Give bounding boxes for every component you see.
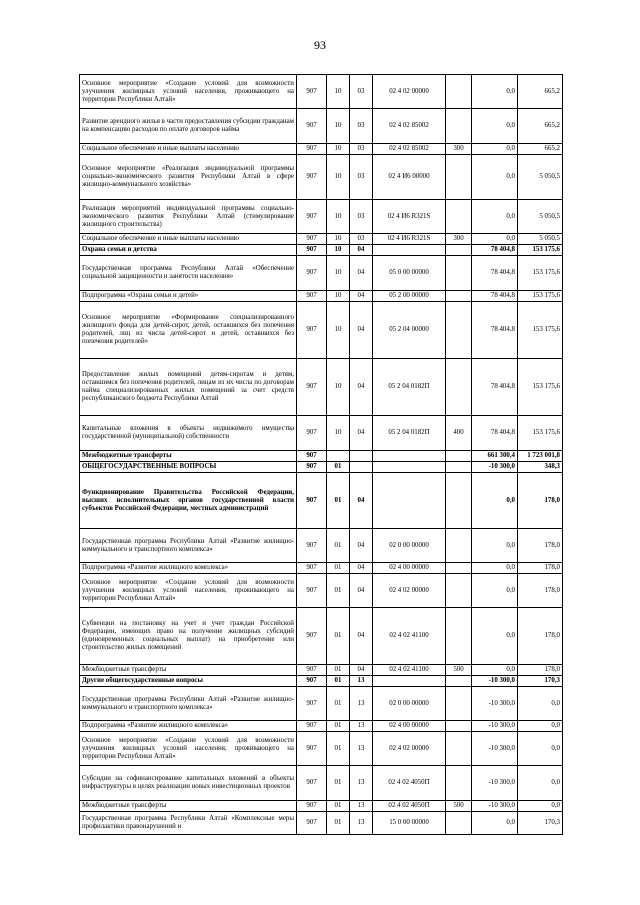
subsection-code-cell: 13 bbox=[350, 812, 373, 835]
expense-type-cell bbox=[446, 529, 472, 563]
expense-name-cell: Субсидии на софинансирование капитальных вложений в объекты инфраструктуры в целях реализации новых инвестиционных проектов bbox=[80, 766, 297, 801]
section-code-cell: 01 bbox=[327, 665, 350, 676]
expense-name-cell: Функционирование Правительства Российской Федерации, высших исполнительных органов государственной власти субъектов Российской Федерации, местных администраций bbox=[80, 473, 297, 529]
ministry-code-cell: 907 bbox=[297, 721, 327, 732]
table-row bbox=[80, 529, 563, 563]
expense-name-cell: Основное мероприятие «Реализация индивидуальной программы социально-экономического развития Республики Алтай в сфере жилищно-коммунального хозяйства» bbox=[80, 155, 297, 200]
amount-total-cell: 665,2 bbox=[518, 144, 563, 155]
ministry-code-cell: 907 bbox=[297, 200, 327, 234]
amount-total-cell: 0,0 bbox=[518, 687, 563, 721]
amount-change-cell: 0,0 bbox=[472, 200, 518, 234]
expense-type-cell: 300 bbox=[446, 144, 472, 155]
amount-change-cell: 661 300,4 bbox=[472, 451, 518, 462]
section-code-cell: 10 bbox=[327, 75, 350, 109]
amount-total-cell: 153 175,6 bbox=[518, 359, 563, 416]
section-code-cell: 01 bbox=[327, 462, 350, 473]
subsection-code-cell: 03 bbox=[350, 234, 373, 245]
table-row bbox=[80, 574, 563, 608]
amount-change-cell: 0,0 bbox=[472, 574, 518, 608]
amount-change-cell: 0,0 bbox=[472, 665, 518, 676]
expense-type-cell bbox=[446, 75, 472, 109]
table-row bbox=[80, 676, 563, 687]
section-code-cell: 10 bbox=[327, 234, 350, 245]
expense-name-cell: Государственная программа Республики Алтай «Развитие жилищно-коммунального и транспортного комплекса» bbox=[80, 529, 297, 563]
ministry-code-cell: 907 bbox=[297, 291, 327, 302]
section-code-cell: 10 bbox=[327, 302, 350, 359]
expense-name-cell: Государственная программа Республики Алтай «Обеспечение социальной защищенности и занятости населения» bbox=[80, 256, 297, 291]
ministry-code-cell: 907 bbox=[297, 416, 327, 451]
table-row bbox=[80, 245, 563, 256]
target-article-cell: 02 4 02 85002 bbox=[373, 109, 446, 144]
ministry-code-cell: 907 bbox=[297, 812, 327, 835]
subsection-code-cell bbox=[350, 451, 373, 462]
amount-total-cell: 153 175,6 bbox=[518, 256, 563, 291]
expense-name-cell: Межбюджетные трансферты bbox=[80, 801, 297, 812]
amount-total-cell: 178,0 bbox=[518, 529, 563, 563]
amount-total-cell: 665,2 bbox=[518, 75, 563, 109]
ministry-code-cell: 907 bbox=[297, 245, 327, 256]
ministry-code-cell: 907 bbox=[297, 687, 327, 721]
ministry-code-cell: 907 bbox=[297, 665, 327, 676]
section-code-cell: 01 bbox=[327, 529, 350, 563]
amount-total-cell: 0,0 bbox=[518, 766, 563, 801]
amount-change-cell: -10 300,0 bbox=[472, 462, 518, 473]
expense-name-cell: Основное мероприятие «Создание условий для возможности улучшения жилищных условий населения, проживающего на территории Республики Алтай» bbox=[80, 574, 297, 608]
expense-type-cell bbox=[446, 200, 472, 234]
amount-total-cell: 153 175,6 bbox=[518, 291, 563, 302]
amount-total-cell: 178,0 bbox=[518, 665, 563, 676]
table-row bbox=[80, 200, 563, 234]
target-article-cell: 05 0 00 00000 bbox=[373, 256, 446, 291]
amount-change-cell: 78 404,8 bbox=[472, 245, 518, 256]
amount-change-cell: 78 404,8 bbox=[472, 359, 518, 416]
amount-change-cell: 78 404,8 bbox=[472, 291, 518, 302]
expense-name-cell: Основное мероприятие «Создание условий для возможности улучшения жилищных условий населения, проживающего на территории Республики Алтай» bbox=[80, 75, 297, 109]
budget-table-body bbox=[80, 75, 563, 835]
section-code-cell: 01 bbox=[327, 676, 350, 687]
section-code-cell: 10 bbox=[327, 155, 350, 200]
expense-name-cell: Реализация мероприятий индивидуальной программы социально-экономического развития Республики Алтай (стимулирование жилищного строительства) bbox=[80, 200, 297, 234]
ministry-code-cell: 907 bbox=[297, 563, 327, 574]
section-code-cell: 10 bbox=[327, 291, 350, 302]
amount-change-cell: 0,0 bbox=[472, 473, 518, 529]
expense-name-cell: Развитие арендного жилья в части предоставления субсидии гражданам на компенсацию расходов по оплате договоров найма bbox=[80, 109, 297, 144]
target-article-cell: 02 4 00 00000 bbox=[373, 721, 446, 732]
subsection-code-cell: 03 bbox=[350, 109, 373, 144]
expense-type-cell bbox=[446, 732, 472, 766]
amount-change-cell: 0,0 bbox=[472, 144, 518, 155]
target-article-cell: 02 4 02 00000 bbox=[373, 574, 446, 608]
expense-type-cell: 500 bbox=[446, 665, 472, 676]
ministry-code-cell: 907 bbox=[297, 732, 327, 766]
table-row bbox=[80, 291, 563, 302]
subsection-code-cell: 04 bbox=[350, 563, 373, 574]
amount-change-cell: -10 300,0 bbox=[472, 676, 518, 687]
table-row bbox=[80, 473, 563, 529]
target-article-cell: 02 4 02 41100 bbox=[373, 608, 446, 665]
ministry-code-cell: 907 bbox=[297, 256, 327, 291]
table-row bbox=[80, 687, 563, 721]
table-row bbox=[80, 256, 563, 291]
expense-name-cell: Предоставление жилых помещений детям-сиротам и детям, оставшимся без попечения родителей, лицам из их числа по договорам найма специализированных жилых помещений за счет средств республиканского бюджета Республики Алтай bbox=[80, 359, 297, 416]
section-code-cell: 10 bbox=[327, 200, 350, 234]
ministry-code-cell: 907 bbox=[297, 801, 327, 812]
expense-type-cell: 400 bbox=[446, 416, 472, 451]
amount-change-cell: 0,0 bbox=[472, 563, 518, 574]
subsection-code-cell: 04 bbox=[350, 416, 373, 451]
expense-type-cell: 500 bbox=[446, 801, 472, 812]
subsection-code-cell: 04 bbox=[350, 529, 373, 563]
target-article-cell bbox=[373, 451, 446, 462]
amount-total-cell: 153 175,6 bbox=[518, 416, 563, 451]
subsection-code-cell: 13 bbox=[350, 676, 373, 687]
ministry-code-cell: 907 bbox=[297, 766, 327, 801]
amount-change-cell: 0,0 bbox=[472, 234, 518, 245]
amount-total-cell: 153 175,6 bbox=[518, 245, 563, 256]
subsection-code-cell: 04 bbox=[350, 245, 373, 256]
expense-name-cell: Охрана семьи и детства bbox=[80, 245, 297, 256]
subsection-code-cell: 04 bbox=[350, 359, 373, 416]
amount-change-cell: -10 300,0 bbox=[472, 766, 518, 801]
expense-type-cell bbox=[446, 462, 472, 473]
target-article-cell: 02 4 02 4050П bbox=[373, 801, 446, 812]
subsection-code-cell: 13 bbox=[350, 732, 373, 766]
amount-change-cell: 0,0 bbox=[472, 109, 518, 144]
expense-type-cell bbox=[446, 451, 472, 462]
subsection-code-cell: 04 bbox=[350, 256, 373, 291]
amount-change-cell: -10 300,0 bbox=[472, 721, 518, 732]
ministry-code-cell: 907 bbox=[297, 676, 327, 687]
amount-total-cell: 153 175,6 bbox=[518, 302, 563, 359]
section-code-cell: 01 bbox=[327, 608, 350, 665]
expense-name-cell: Государственная программа Республики Алтай «Развитие жилищно-коммунального и транспортного комплекса» bbox=[80, 687, 297, 721]
target-article-cell: 02 4 02 41100 bbox=[373, 665, 446, 676]
section-code-cell: 10 bbox=[327, 109, 350, 144]
section-code-cell: 01 bbox=[327, 801, 350, 812]
ministry-code-cell: 907 bbox=[297, 155, 327, 200]
target-article-cell: 05 2 00 00000 bbox=[373, 291, 446, 302]
section-code-cell: 01 bbox=[327, 563, 350, 574]
ministry-code-cell: 907 bbox=[297, 473, 327, 529]
section-code-cell: 01 bbox=[327, 574, 350, 608]
amount-total-cell: 178,0 bbox=[518, 473, 563, 529]
table-row bbox=[80, 665, 563, 676]
ministry-code-cell: 907 bbox=[297, 451, 327, 462]
expense-type-cell bbox=[446, 574, 472, 608]
table-row bbox=[80, 766, 563, 801]
amount-change-cell: 0,0 bbox=[472, 812, 518, 835]
table-row bbox=[80, 608, 563, 665]
expense-name-cell: Государственная программа Республики Алтай «Комплексные меры профилактики правонарушений и bbox=[80, 812, 297, 835]
target-article-cell: 15 0 00 00000 bbox=[373, 812, 446, 835]
expense-type-cell bbox=[446, 766, 472, 801]
amount-total-cell: 5 050,5 bbox=[518, 155, 563, 200]
amount-change-cell: -10 300,0 bbox=[472, 801, 518, 812]
target-article-cell: 02 4 00 00000 bbox=[373, 563, 446, 574]
table-row bbox=[80, 144, 563, 155]
amount-total-cell: 0,0 bbox=[518, 721, 563, 732]
amount-total-cell: 0,0 bbox=[518, 732, 563, 766]
ministry-code-cell: 907 bbox=[297, 144, 327, 155]
amount-total-cell: 348,3 bbox=[518, 462, 563, 473]
ministry-code-cell: 907 bbox=[297, 359, 327, 416]
expense-type-cell bbox=[446, 302, 472, 359]
expense-name-cell: Капитальные вложения в объекты недвижимого имущества государственной (муниципальной) собственности bbox=[80, 416, 297, 451]
subsection-code-cell bbox=[350, 462, 373, 473]
table-row bbox=[80, 451, 563, 462]
table-row bbox=[80, 812, 563, 835]
amount-total-cell: 1 723 001,8 bbox=[518, 451, 563, 462]
subsection-code-cell: 13 bbox=[350, 766, 373, 801]
subsection-code-cell: 13 bbox=[350, 687, 373, 721]
target-article-cell bbox=[373, 473, 446, 529]
expense-type-cell bbox=[446, 256, 472, 291]
expense-type-cell: 300 bbox=[446, 234, 472, 245]
page-number: 93 bbox=[314, 38, 326, 52]
table-row bbox=[80, 155, 563, 200]
subsection-code-cell: 03 bbox=[350, 200, 373, 234]
subsection-code-cell: 04 bbox=[350, 574, 373, 608]
ministry-code-cell: 907 bbox=[297, 608, 327, 665]
expense-type-cell bbox=[446, 473, 472, 529]
target-article-cell: 02 4 02 00000 bbox=[373, 75, 446, 109]
table-row bbox=[80, 302, 563, 359]
amount-total-cell: 170,3 bbox=[518, 812, 563, 835]
target-article-cell bbox=[373, 676, 446, 687]
ministry-code-cell: 907 bbox=[297, 109, 327, 144]
expense-name-cell: ОБЩЕГОСУДАРСТВЕННЫЕ ВОПРОСЫ bbox=[80, 462, 297, 473]
table-row bbox=[80, 416, 563, 451]
amount-change-cell: 0,0 bbox=[472, 608, 518, 665]
target-article-cell: 02 0 00 00000 bbox=[373, 687, 446, 721]
expense-name-cell: Другие общегосударственные вопросы bbox=[80, 676, 297, 687]
target-article-cell bbox=[373, 245, 446, 256]
table-row bbox=[80, 109, 563, 144]
subsection-code-cell: 03 bbox=[350, 144, 373, 155]
table-row bbox=[80, 359, 563, 416]
amount-change-cell: 0,0 bbox=[472, 155, 518, 200]
expense-name-cell: Субвенции на постановку на учет и учет граждан Российской Федерации, имеющих право на получение жилищных субсидий (единовременных социальных выплат) на приобретение или строительство жилых помещений bbox=[80, 608, 297, 665]
amount-change-cell: 78 404,8 bbox=[472, 302, 518, 359]
target-article-cell: 05 2 04 0182П bbox=[373, 359, 446, 416]
amount-total-cell: 5 050,5 bbox=[518, 200, 563, 234]
expense-name-cell: Основное мероприятие «Создание условий для возможности улучшения жилищных условий населения, проживающего на территории Республики Алтай» bbox=[80, 732, 297, 766]
section-code-cell: 10 bbox=[327, 256, 350, 291]
target-article-cell: 02 0 00 00000 bbox=[373, 529, 446, 563]
expense-type-cell bbox=[446, 608, 472, 665]
table-row bbox=[80, 563, 563, 574]
expense-type-cell bbox=[446, 109, 472, 144]
budget-table bbox=[79, 74, 563, 835]
section-code-cell: 10 bbox=[327, 245, 350, 256]
expense-name-cell: Основное мероприятие «Формирование специализированного жилищного фонда для детей-сирот, детей, оставшихся без попечения родителей, лиц из числа детей-сирот и детей, оставшихся без попечения родителей» bbox=[80, 302, 297, 359]
amount-change-cell: 78 404,8 bbox=[472, 256, 518, 291]
amount-change-cell: 0,0 bbox=[472, 529, 518, 563]
subsection-code-cell: 03 bbox=[350, 155, 373, 200]
table-row bbox=[80, 462, 563, 473]
target-article-cell: 02 4 02 85002 bbox=[373, 144, 446, 155]
expense-name-cell: Подпрограмма «Развитие жилищного комплекса» bbox=[80, 563, 297, 574]
ministry-code-cell: 907 bbox=[297, 302, 327, 359]
section-code-cell: 01 bbox=[327, 721, 350, 732]
section-code-cell: 01 bbox=[327, 766, 350, 801]
section-code-cell: 01 bbox=[327, 473, 350, 529]
table-row bbox=[80, 801, 563, 812]
expense-name-cell: Подпрограмма «Развитие жилищного комплекса» bbox=[80, 721, 297, 732]
expense-type-cell bbox=[446, 687, 472, 721]
subsection-code-cell: 13 bbox=[350, 721, 373, 732]
amount-change-cell: 78 404,8 bbox=[472, 416, 518, 451]
table-row bbox=[80, 732, 563, 766]
expense-type-cell bbox=[446, 721, 472, 732]
expense-name-cell: Подпрограмма «Охрана семьи и детей» bbox=[80, 291, 297, 302]
subsection-code-cell: 04 bbox=[350, 473, 373, 529]
table-row bbox=[80, 234, 563, 245]
expense-type-cell bbox=[446, 563, 472, 574]
section-code-cell: 01 bbox=[327, 687, 350, 721]
subsection-code-cell: 04 bbox=[350, 291, 373, 302]
ministry-code-cell: 907 bbox=[297, 234, 327, 245]
amount-total-cell: 0,0 bbox=[518, 801, 563, 812]
subsection-code-cell: 04 bbox=[350, 608, 373, 665]
expense-name-cell: Межбюджетные трансферты bbox=[80, 451, 297, 462]
amount-total-cell: 178,0 bbox=[518, 608, 563, 665]
expense-type-cell bbox=[446, 245, 472, 256]
target-article-cell bbox=[373, 462, 446, 473]
expense-name-cell: Социальное обеспечение и иные выплаты населению bbox=[80, 234, 297, 245]
table-row bbox=[80, 721, 563, 732]
section-code-cell: 10 bbox=[327, 359, 350, 416]
section-code-cell: 10 bbox=[327, 144, 350, 155]
target-article-cell: 05 2 04 0182П bbox=[373, 416, 446, 451]
amount-total-cell: 178,0 bbox=[518, 563, 563, 574]
amount-total-cell: 665,2 bbox=[518, 109, 563, 144]
target-article-cell: 02 4 02 4050П bbox=[373, 766, 446, 801]
section-code-cell: 10 bbox=[327, 416, 350, 451]
section-code-cell bbox=[327, 451, 350, 462]
amount-change-cell: -10 300,0 bbox=[472, 687, 518, 721]
subsection-code-cell: 04 bbox=[350, 665, 373, 676]
target-article-cell: 02 4 02 00000 bbox=[373, 732, 446, 766]
section-code-cell: 01 bbox=[327, 732, 350, 766]
ministry-code-cell: 907 bbox=[297, 529, 327, 563]
expense-type-cell bbox=[446, 359, 472, 416]
expense-type-cell bbox=[446, 676, 472, 687]
ministry-code-cell: 907 bbox=[297, 75, 327, 109]
subsection-code-cell: 04 bbox=[350, 302, 373, 359]
subsection-code-cell: 13 bbox=[350, 801, 373, 812]
amount-total-cell: 5 050,5 bbox=[518, 234, 563, 245]
section-code-cell: 01 bbox=[327, 812, 350, 835]
ministry-code-cell: 907 bbox=[297, 574, 327, 608]
amount-total-cell: 178,0 bbox=[518, 574, 563, 608]
target-article-cell: 02 4 И6 00000 bbox=[373, 155, 446, 200]
amount-change-cell: -10 300,0 bbox=[472, 732, 518, 766]
expense-type-cell bbox=[446, 155, 472, 200]
ministry-code-cell: 907 bbox=[297, 462, 327, 473]
target-article-cell: 05 2 04 00000 bbox=[373, 302, 446, 359]
amount-change-cell: 0,0 bbox=[472, 75, 518, 109]
subsection-code-cell: 03 bbox=[350, 75, 373, 109]
table-row bbox=[80, 75, 563, 109]
amount-total-cell: 170,3 bbox=[518, 676, 563, 687]
target-article-cell: 02 4 И6 R321S bbox=[373, 200, 446, 234]
expense-name-cell: Социальное обеспечение и иные выплаты населению bbox=[80, 144, 297, 155]
expense-type-cell bbox=[446, 812, 472, 835]
expense-name-cell: Межбюджетные трансферты bbox=[80, 665, 297, 676]
target-article-cell: 02 4 И6 R321S bbox=[373, 234, 446, 245]
expense-type-cell bbox=[446, 291, 472, 302]
